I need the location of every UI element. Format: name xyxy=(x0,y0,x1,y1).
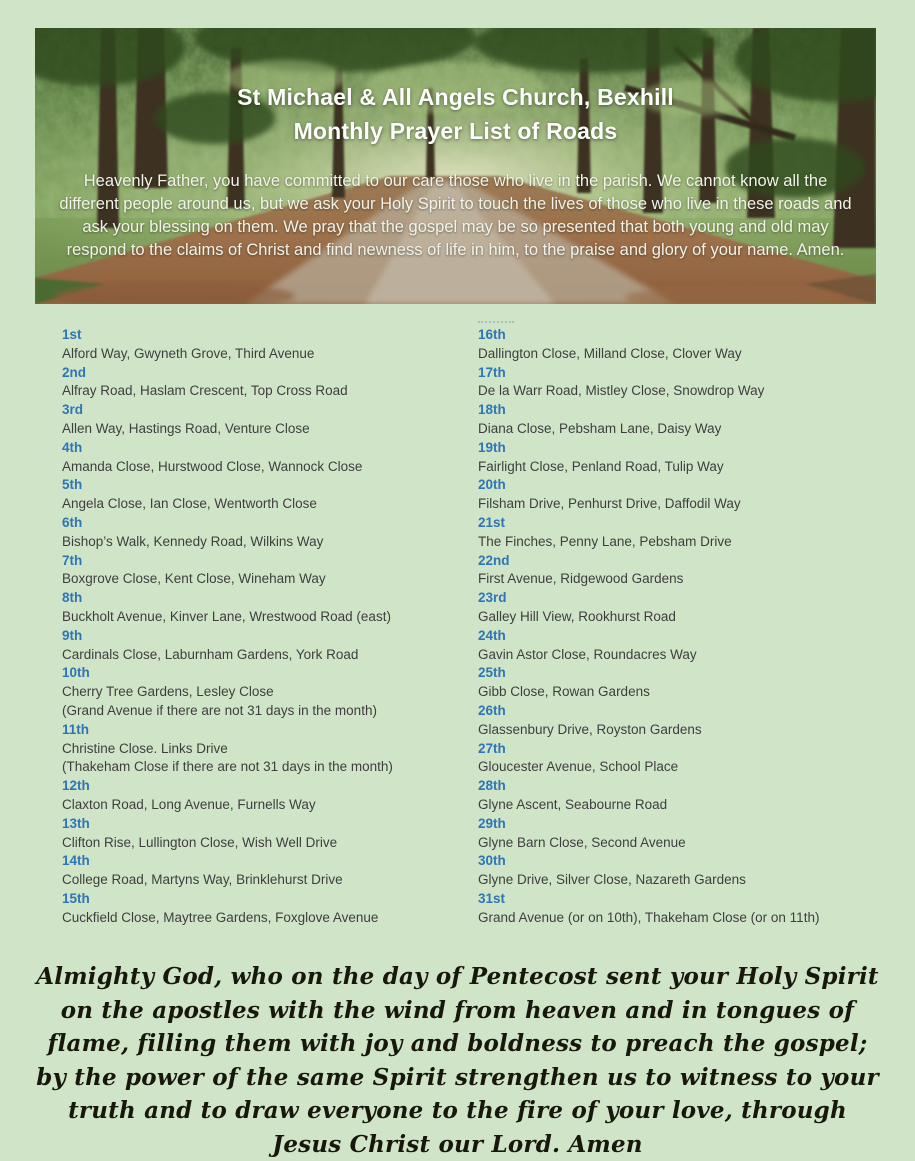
day-roads: Claxton Road, Long Avenue, Furnells Way xyxy=(62,796,316,812)
day-entry xyxy=(62,890,468,928)
day-label: 18th xyxy=(478,402,506,418)
day-label: 14th xyxy=(62,853,90,869)
day-label: 16th xyxy=(478,327,506,342)
day-entry xyxy=(62,514,468,552)
day-label: 24th xyxy=(478,627,506,643)
day-label: 5th xyxy=(62,477,83,493)
day-roads: Dallington Close, Milland Close, Clover Way xyxy=(478,345,742,361)
selection-artifact-dots xyxy=(478,321,514,323)
day-roads: Alford Way, Gwyneth Grove, Third Avenue xyxy=(62,345,315,361)
day-entry xyxy=(62,401,468,439)
day-entry xyxy=(478,552,902,590)
day-roads: College Road, Martyns Way, Brinklehurst Drive xyxy=(62,872,343,888)
day-roads: Cherry Tree Gardens, Lesley Close xyxy=(62,684,274,700)
day-label: 10th xyxy=(62,665,90,681)
prayer-list-column-right xyxy=(478,326,902,928)
day-entry xyxy=(478,740,902,778)
day-label: 20th xyxy=(478,477,506,493)
day-label: 26th xyxy=(478,702,506,718)
day-roads: Gibb Close, Rowan Gardens xyxy=(478,684,650,700)
day-entry xyxy=(62,552,468,590)
day-label: 9th xyxy=(62,627,83,643)
day-label: 30th xyxy=(478,853,506,869)
day-entry xyxy=(478,589,902,627)
day-entry xyxy=(62,777,468,815)
day-label: 17th xyxy=(478,364,506,380)
day-roads: Glassenbury Drive, Royston Gardens xyxy=(478,721,702,737)
day-roads: Filsham Drive, Penhurst Drive, Daffodil Way xyxy=(478,496,741,512)
day-label: 28th xyxy=(478,778,506,794)
day-roads: De la Warr Road, Mistley Close, Snowdrop Way xyxy=(478,383,765,399)
day-label: 7th xyxy=(62,552,83,568)
day-entry xyxy=(478,439,902,477)
day-roads: Buckholt Avenue, Kinver Lane, Wrestwood Road (east) xyxy=(62,608,391,624)
day-note: (Grand Avenue if there are not 31 days in the month) xyxy=(62,702,377,718)
day-roads: Glyne Ascent, Seabourne Road xyxy=(478,796,668,812)
day-roads: First Avenue, Ridgewood Gardens xyxy=(478,571,684,587)
day-roads: Gloucester Avenue, School Place xyxy=(478,759,679,775)
day-roads: Angela Close, Ian Close, Wentworth Close xyxy=(62,496,317,512)
day-roads: Alfray Road, Haslam Crescent, Top Cross Road xyxy=(62,383,348,399)
day-entry xyxy=(478,815,902,853)
day-roads: Bishop’s Walk, Kennedy Road, Wilkins Way xyxy=(62,533,324,549)
day-label: 22nd xyxy=(478,552,510,568)
day-label: 13th xyxy=(62,815,90,831)
day-label: 8th xyxy=(62,590,83,606)
day-note: (Thakeham Close if there are not 31 days in the month) xyxy=(62,759,393,775)
day-label: 3rd xyxy=(62,402,84,418)
day-entry xyxy=(478,777,902,815)
day-entry xyxy=(62,326,468,364)
day-entry xyxy=(62,364,468,402)
day-label: 11th xyxy=(62,721,90,737)
day-roads: Gavin Astor Close, Roundacres Way xyxy=(478,646,697,662)
forest-path-illustration xyxy=(35,28,876,304)
day-label: 2nd xyxy=(62,364,87,380)
intro-prayer: Heavenly Father, you have committed to our care those who live in the parish. We cannot know all the different people around us, but we ask your Holy Spirit to touch the lives of those who live in these roads and ask your blessing on them. We pray that the gospel may be so presented that both young and old may respond to the claims of Christ and find newness of life in him, to the praise and glory of your name. Amen. xyxy=(59,172,852,259)
day-entry xyxy=(62,476,468,514)
closing-prayer: Almighty God, who on the day of Pentecost sent your Holy Spirit on the apostles with the wind from heaven and in tongues of flame, filling them with joy and boldness to preach the gospel; by the power of the same Spirit strengthen us to witness to your truth and to draw everyone to the fire of your love, through Jesus Christ our Lord. Amen xyxy=(36,963,879,1158)
day-entry xyxy=(62,439,468,477)
day-entry xyxy=(478,702,902,740)
forest-path-photo xyxy=(35,28,876,304)
day-roads: Grand Avenue (or on 10th), Thakeham Close (or on 11th) xyxy=(478,909,820,925)
day-label: 15th xyxy=(62,890,90,906)
day-entry xyxy=(478,401,902,439)
day-roads: Amanda Close, Hurstwood Close, Wannock Close xyxy=(62,458,363,474)
day-entry xyxy=(62,852,468,890)
day-label: 29th xyxy=(478,815,506,831)
day-entry xyxy=(62,589,468,627)
prayer-list-column-left xyxy=(62,326,468,928)
day-entry xyxy=(478,326,902,364)
day-roads: The Finches, Penny Lane, Pebsham Drive xyxy=(478,533,732,549)
day-roads: Christine Close. Links Drive xyxy=(62,740,228,756)
day-entry xyxy=(478,627,902,665)
day-entry xyxy=(478,664,902,702)
day-roads: Glyne Drive, Silver Close, Nazareth Gardens xyxy=(478,872,746,888)
day-label: 4th xyxy=(62,439,83,455)
day-roads: Diana Close, Pebsham Lane, Daisy Way xyxy=(478,420,722,436)
day-label: 19th xyxy=(478,439,506,455)
day-roads: Cardinals Close, Laburnham Gardens, York Road xyxy=(62,646,359,662)
day-roads: Fairlight Close, Penland Road, Tulip Way xyxy=(478,458,724,474)
day-label: 31st xyxy=(478,890,506,906)
day-roads: Boxgrove Close, Kent Close, Wineham Way xyxy=(62,571,326,587)
page-title-line2: Monthly Prayer List of Roads xyxy=(293,118,618,144)
day-entry xyxy=(62,627,468,665)
day-label: 23rd xyxy=(478,590,507,606)
day-roads: Glyne Barn Close, Second Avenue xyxy=(478,834,686,850)
day-label: 12th xyxy=(62,778,90,794)
day-entry xyxy=(478,852,902,890)
day-entry xyxy=(62,664,468,720)
day-label: 27th xyxy=(478,740,506,756)
day-label: 21st xyxy=(478,514,506,530)
day-roads: Allen Way, Hastings Road, Venture Close xyxy=(62,420,310,436)
day-entry xyxy=(478,514,902,552)
day-entry xyxy=(62,721,468,777)
day-entry xyxy=(478,364,902,402)
day-label: 6th xyxy=(62,514,83,530)
page-title-line1: St Michael & All Angels Church, Bexhill xyxy=(237,84,674,110)
day-label: 1st xyxy=(62,327,82,342)
day-roads: Clifton Rise, Lullington Close, Wish Well Drive xyxy=(62,834,338,850)
day-label: 25th xyxy=(478,665,506,681)
day-entry xyxy=(62,815,468,853)
day-roads: Galley Hill View, Rookhurst Road xyxy=(478,608,676,624)
page-title xyxy=(35,80,876,148)
day-entry xyxy=(478,476,902,514)
day-entry xyxy=(478,890,902,928)
day-roads: Cuckfield Close, Maytree Gardens, Foxglove Avenue xyxy=(62,909,379,925)
